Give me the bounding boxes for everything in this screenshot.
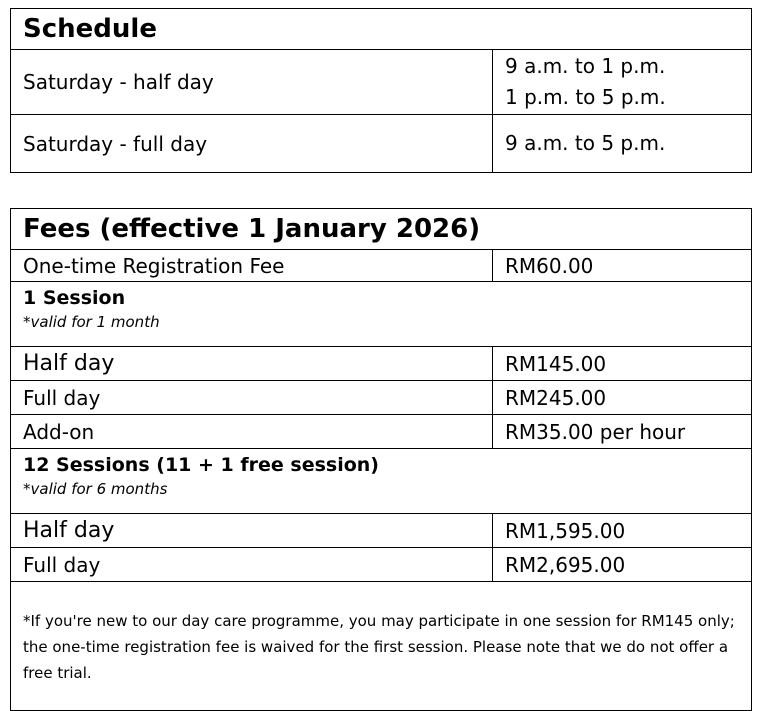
- footnote: *If you're new to our day care programme, you may participate in one session for RM145 only; the one-time registration fee is waived for the first session. Please note that we do not offer a free trial.: [11, 582, 752, 711]
- fee-value: RM60.00: [493, 250, 752, 282]
- fee-label: Add-on: [11, 415, 493, 449]
- footnote-row: [11, 582, 752, 711]
- schedule-table: [10, 8, 752, 173]
- fee-value: RM245.00: [493, 381, 752, 415]
- fees-title-row: [11, 209, 752, 250]
- section-header: [11, 449, 752, 514]
- fee-value: RM145.00: [493, 347, 752, 381]
- section-header-row: [11, 282, 752, 347]
- schedule-times: [493, 115, 752, 173]
- schedule-title-row: [11, 9, 752, 50]
- fees-table: [10, 208, 752, 711]
- schedule-time: 1 p.m. to 5 p.m.: [505, 85, 666, 109]
- fee-label: Full day: [11, 381, 493, 415]
- section-validity-note: *valid for 6 months: [23, 480, 168, 498]
- fee-label: One-time Registration Fee: [11, 250, 493, 282]
- fee-label: Half day: [11, 347, 493, 381]
- fee-row: [11, 381, 752, 415]
- registration-fee-row: [11, 250, 752, 282]
- schedule-time: 9 a.m. to 5 p.m.: [505, 131, 666, 155]
- fee-row: [11, 415, 752, 449]
- fee-label: Half day: [11, 514, 493, 548]
- fee-row: [11, 347, 752, 381]
- fee-value: RM35.00 per hour: [493, 415, 752, 449]
- section-heading: 12 Sessions (11 + 1 free session): [23, 454, 379, 476]
- schedule-row-full-day: [11, 115, 752, 173]
- fee-label: Full day: [11, 548, 493, 582]
- schedule-times: [493, 50, 752, 115]
- section-heading: 1 Session: [23, 287, 126, 309]
- fee-value: RM1,595.00: [493, 514, 752, 548]
- fee-row: [11, 548, 752, 582]
- section-validity-note: *valid for 1 month: [23, 313, 160, 331]
- schedule-time: 9 a.m. to 1 p.m.: [505, 54, 666, 78]
- fee-value: RM2,695.00: [493, 548, 752, 582]
- schedule-row-half-day: [11, 50, 752, 115]
- fee-row: [11, 514, 752, 548]
- schedule-title: Schedule: [11, 9, 752, 50]
- fees-title: Fees (effective 1 January 2026): [11, 209, 752, 250]
- section-header-row: [11, 449, 752, 514]
- schedule-label: Saturday - full day: [11, 115, 493, 173]
- schedule-label: Saturday - half day: [11, 50, 493, 115]
- section-header: [11, 282, 752, 347]
